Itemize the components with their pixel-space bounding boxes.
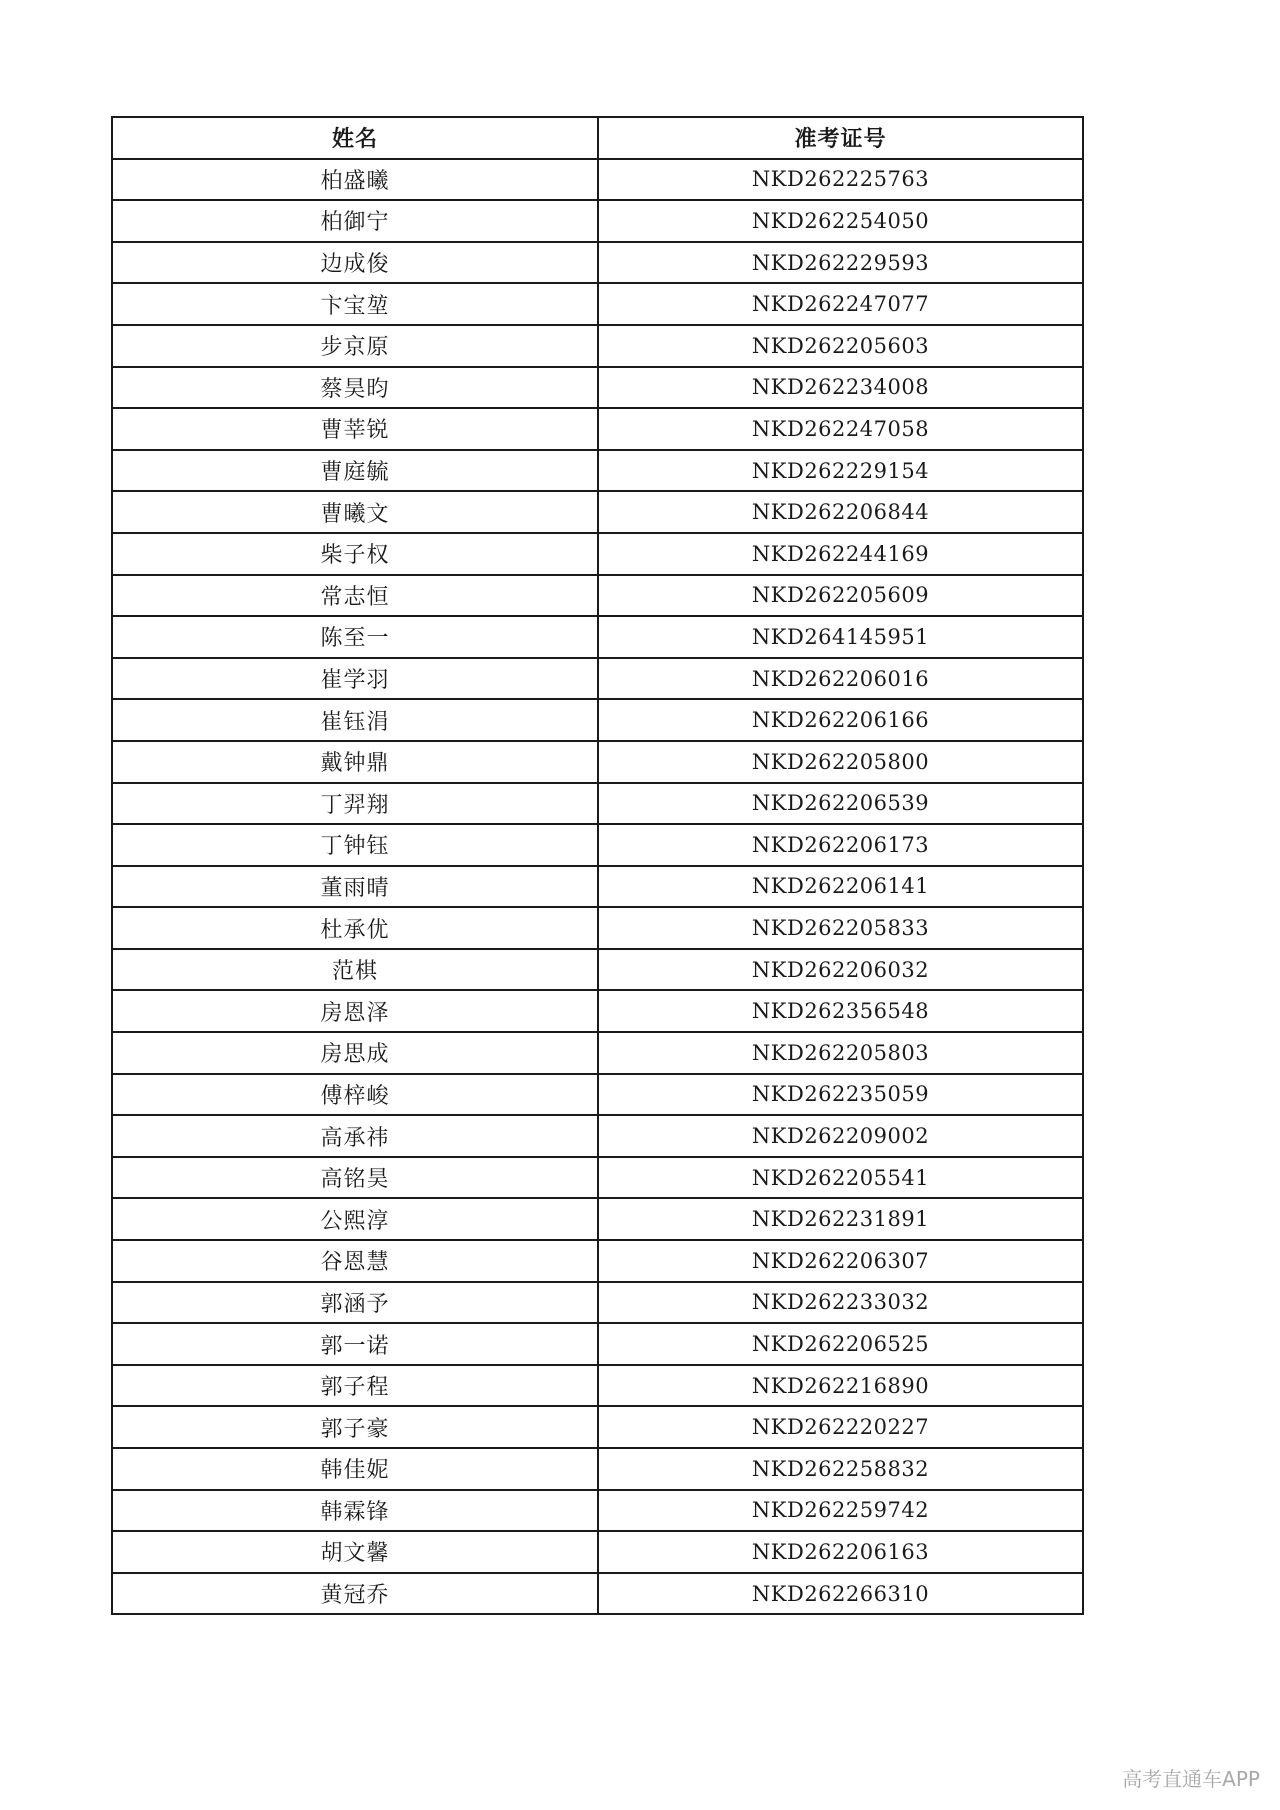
ticket-number: NKD262216890 (598, 1365, 1083, 1407)
table-row (112, 283, 1083, 325)
table-row (112, 1157, 1083, 1199)
student-name: 傅梓峻 (112, 1074, 598, 1116)
header-ticket-number: 准考证号 (598, 117, 1083, 159)
student-name: 蔡昊昀 (112, 367, 598, 409)
table-row (112, 616, 1083, 658)
student-name: 黄冠乔 (112, 1573, 598, 1615)
ticket-number: NKD262247077 (598, 283, 1083, 325)
ticket-number: NKD262229593 (598, 242, 1083, 284)
ticket-number: NKD262206141 (598, 866, 1083, 908)
table-row (112, 575, 1083, 617)
table-row (112, 1115, 1083, 1157)
student-name: 高铭昊 (112, 1157, 598, 1199)
table-body (112, 159, 1083, 1615)
ticket-number: NKD262244169 (598, 533, 1083, 575)
student-name: 崔学羽 (112, 658, 598, 700)
student-name: 范棋 (112, 949, 598, 991)
table-row (112, 200, 1083, 242)
ticket-number: NKD262225763 (598, 159, 1083, 201)
table-header (112, 117, 1083, 159)
ticket-number: NKD262209002 (598, 1115, 1083, 1157)
ticket-number: NKD262234008 (598, 367, 1083, 409)
student-name: 丁羿翔 (112, 783, 598, 825)
ticket-number: NKD262205541 (598, 1157, 1083, 1199)
student-name: 曹庭毓 (112, 450, 598, 492)
student-name: 谷恩慧 (112, 1240, 598, 1282)
table-row (112, 1531, 1083, 1573)
table-row (112, 1282, 1083, 1324)
student-name: 边成俊 (112, 242, 598, 284)
ticket-number: NKD262205803 (598, 1032, 1083, 1074)
ticket-number: NKD262206844 (598, 491, 1083, 533)
student-name: 戴钟鼎 (112, 741, 598, 783)
ticket-number: NKD262259742 (598, 1490, 1083, 1532)
student-name: 房恩泽 (112, 990, 598, 1032)
table-row (112, 533, 1083, 575)
student-name: 崔钰涓 (112, 699, 598, 741)
student-name: 柏盛曦 (112, 159, 598, 201)
header-name: 姓名 (112, 117, 598, 159)
table-row (112, 1323, 1083, 1365)
ticket-number: NKD262258832 (598, 1448, 1083, 1490)
student-name: 郭子豪 (112, 1406, 598, 1448)
ticket-number: NKD262205800 (598, 741, 1083, 783)
table-row (112, 949, 1083, 991)
ticket-number: NKD262220227 (598, 1406, 1083, 1448)
ticket-number: NKD262206032 (598, 949, 1083, 991)
student-name: 胡文馨 (112, 1531, 598, 1573)
table-row (112, 242, 1083, 284)
student-name: 韩霖锋 (112, 1490, 598, 1532)
table-row (112, 491, 1083, 533)
ticket-number: NKD262233032 (598, 1282, 1083, 1324)
table-row (112, 1406, 1083, 1448)
student-name: 郭涵予 (112, 1282, 598, 1324)
ticket-number: NKD262254050 (598, 200, 1083, 242)
table-row (112, 866, 1083, 908)
table-row (112, 783, 1083, 825)
table-row (112, 1198, 1083, 1240)
student-name: 陈至一 (112, 616, 598, 658)
student-name: 柴子权 (112, 533, 598, 575)
student-name: 房思成 (112, 1032, 598, 1074)
student-name: 曹莘锐 (112, 408, 598, 450)
student-name: 常志恒 (112, 575, 598, 617)
table-row (112, 699, 1083, 741)
student-name: 杜承优 (112, 907, 598, 949)
header-row (112, 117, 1083, 159)
table-row (112, 990, 1083, 1032)
table-row (112, 1240, 1083, 1282)
student-name: 丁钟钰 (112, 824, 598, 866)
table-row (112, 907, 1083, 949)
ticket-number: NKD262235059 (598, 1074, 1083, 1116)
student-name: 高承祎 (112, 1115, 598, 1157)
student-name: 曹曦文 (112, 491, 598, 533)
ticket-number: NKD262205603 (598, 325, 1083, 367)
ticket-number: NKD262231891 (598, 1198, 1083, 1240)
ticket-number: NKD262206539 (598, 783, 1083, 825)
table-row (112, 408, 1083, 450)
ticket-number: NKD262247058 (598, 408, 1083, 450)
table-row (112, 450, 1083, 492)
table-row (112, 1448, 1083, 1490)
ticket-number: NKD262206163 (598, 1531, 1083, 1573)
table-row (112, 367, 1083, 409)
table-row (112, 1490, 1083, 1532)
ticket-number: NKD262206173 (598, 824, 1083, 866)
table-row (112, 325, 1083, 367)
watermark: 高考直通车APP (1122, 1767, 1260, 1791)
student-name: 柏御宁 (112, 200, 598, 242)
student-name: 公熙淳 (112, 1198, 598, 1240)
ticket-number: NKD262266310 (598, 1573, 1083, 1615)
table-row (112, 1365, 1083, 1407)
ticket-number: NKD262206016 (598, 658, 1083, 700)
ticket-number: NKD264145951 (598, 616, 1083, 658)
table-row (112, 159, 1083, 201)
table-row (112, 741, 1083, 783)
table-row (112, 658, 1083, 700)
student-name: 卞宝堃 (112, 283, 598, 325)
table-row (112, 1573, 1083, 1615)
ticket-number: NKD262205833 (598, 907, 1083, 949)
ticket-number: NKD262356548 (598, 990, 1083, 1032)
table-row (112, 1074, 1083, 1116)
roster-table-container (111, 116, 1082, 1615)
ticket-number: NKD262206166 (598, 699, 1083, 741)
table-row (112, 1032, 1083, 1074)
student-name: 郭一诺 (112, 1323, 598, 1365)
roster-table (111, 116, 1084, 1615)
ticket-number: NKD262206525 (598, 1323, 1083, 1365)
student-name: 步京原 (112, 325, 598, 367)
table-row (112, 824, 1083, 866)
student-name: 韩佳妮 (112, 1448, 598, 1490)
ticket-number: NKD262229154 (598, 450, 1083, 492)
student-name: 郭子程 (112, 1365, 598, 1407)
student-name: 董雨晴 (112, 866, 598, 908)
ticket-number: NKD262205609 (598, 575, 1083, 617)
ticket-number: NKD262206307 (598, 1240, 1083, 1282)
